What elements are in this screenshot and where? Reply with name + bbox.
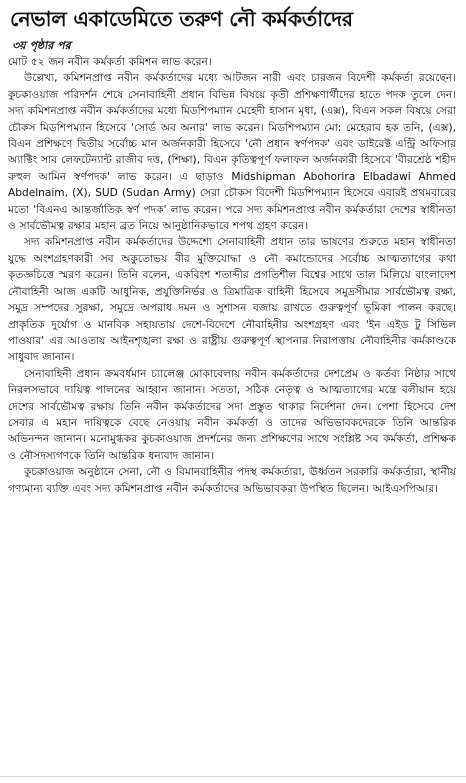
paragraph-1: মোট ৫২ জন নবীন কর্মকর্তা কমিশন লাভ করেন। <box>8 56 212 68</box>
page-divider <box>0 776 466 777</box>
continued-from-label: ৩য় পৃষ্ঠার পর <box>12 39 71 52</box>
headline: নেভাল একাডেমিতে তরুণ নৌ কর্মকর্তাদের <box>10 7 353 31</box>
paragraph-4: সেনাবাহিনী প্রধান ক্রমবর্ধমান চ্যালেঞ্জ মোকাবেলায় নবীন কর্মকর্তাদের দেশপ্রেম ও কর্তব্য নিষ্ঠার সাথে নিরলসভাবে দায়িত্ব পালনের আহ্বান জানান। সততা, সঠিক নেতৃত্ব ও আত্মত্যাগের মন্ত্রে বলীয়ান হয়ে দেশের সার্বভৌমত্ব রক্ষায় তিনি নবীন কর্মকর্তাদের সদা প্রস্তুত থাকার নির্দেশনা দেন। পেশা হিসেবে দেশ সেবার এ মহান দায়িত্বকে বেছে নেওয়ায় নবীন কর্মকর্তা ও তাদের অভিভাবকদেরকে তিনি আন্তরিক অভিনন্দন জানান। মনোমুগ্ধকর কুচকাওয়াজ প্রদর্শনের জন্য প্রশিক্ষণের সাথে সংশ্লিষ্ট সব কর্মকর্তা, প্রশিক্ষক ও নৌসদস্যগণকে তিনি আন্তরিক ধন্যবাদ জানান। <box>8 367 456 462</box>
paragraph-5: কুচকাওয়াজ অনুষ্ঠানে সেনা, নৌ ও বিমানবাহিনীর পদস্থ কর্মকর্তারা, ঊর্ধ্বতন সরকারি কর্মকর্তারা, স্থানীয় গণ্যমান্য ব্যক্তি এবং সদ্য কমিশনপ্রাপ্ত নবীন কর্মকর্তাদের অভিভাবকরা উপস্থিত ছিলেন। আইএসপিআর। <box>8 466 456 495</box>
paragraph-3: সদ্য কমিশনপ্রাপ্ত নবীন কর্মকর্তাদের উদ্দেশ্যে সেনাবাহিনী প্রধান তার ভাষণের শুরুতে মহান স্বাধীনতা যুদ্ধে অংশগ্রহণকারী সব অকুতোভয় বীর মুক্তিযোদ্ধা ও নৌ কমান্ডোদের সর্বোচ্চ আত্মত্যাগের কথা কৃতজ্ঞচিত্তে স্মরণ করেন। তিনি বলেন, একবিংশ শতাব্দীর প্রগতিশীল বিশ্বের সাথে তাল মিলিয়ে বাংলাদেশ নৌবাহিনী আজ একটি আধুনিক, প্রযুক্তিনির্ভর ও ত্রিমাত্রিক বাহিনী হিসেবে সমুদ্রসীমার সার্বভৌমত্ব রক্ষা, সমুদ্র সম্পদের সুরক্ষা, সমুদ্রে অপরাধ দমন ও সুশাসন বজায় রাখতে গুরুত্বপূর্ণ ভূমিকা পালন করছে। প্রাকৃতিক দুর্যোগ ও মানবিক সহায়তায় দেশে-বিদেশে নৌবাহিনীর অংশগ্রহণ এবং 'ইন এইড টু সিভিল পাওয়ার' এর আওতায় আইনশৃঙ্খলা রক্ষা ও রাষ্ট্রীয় গুরুত্বপূর্ণ স্থাপনার নিরাপত্তায় নৌবাহিনীর কর্মকাণ্ডকে সাধুবাদ জানান। <box>8 236 456 364</box>
paragraph-2: উল্লেখ্য, কমিশনপ্রাপ্ত নবীন কর্মকর্তাদের মধ্যে আটজন নারী এবং চারজন বিদেশী কর্মকর্তা রয়েছেন। কুচকাওয়াজ পরিদর্শন শেষে সেনাবাহিনী প্রধান বিভিন্ন বিষয়ে কৃতী প্রশিক্ষণার্থীদের হাতে পদক তুলে দেন। সদ্য কমিশনপ্রাপ্ত নবীন কর্মকর্তাদের মধ্যে মিডশিপম্যান মেহেদী হাসান মৃধা, (এক্স), বিএন সকল বিষয়ে সেরা চৌকস মিডশিপম্যান হিসেবে 'সোর্ড অব অনার' লাভ করেন। মিডশিপম্যান মো: মেহেরাব হক তনি, (এক্স), বিএন প্রশিক্ষণে দ্বিতীয় সর্বোচ্চ মান অর্জনকারী হিসেবে 'নৌ প্রধান স্বর্ণপদক' এবং ডাইরেক্ট এন্ট্রি অফিসার অ্যাক্টিং সাব লেফটেন্যান্ট রাজীব দত্ত, (শিক্ষা), বিএন কৃতিত্বপূর্ণ ফলাফল অর্জনকারী হিসেবে 'বীরশ্রেষ্ঠ শহীদ রুহুল আমিন স্বর্ণপদক' লাভ করেন। এ ছাড়াও Midshipman Abohorira Elbadawi Ahmed Abdelnaim, (X), SUD (Sudan Army) সেরা চৌকস বিদেশী মিডশিপম্যান হিসেবে এবারই প্রথমবারের মতো 'বিএনএ আন্তর্জাতিক স্বর্ণ পদক' লাভ করেন। পরে সদ্য কমিশনপ্রাপ্ত নবীন কর্মকর্তারা দেশের স্বাধীনতা ও সার্বভৌমত্ব রক্ষার মহান ব্রত নিয়ে আনুষ্ঠানিকভাবে শপথ গ্রহণ করেন। <box>8 72 456 233</box>
